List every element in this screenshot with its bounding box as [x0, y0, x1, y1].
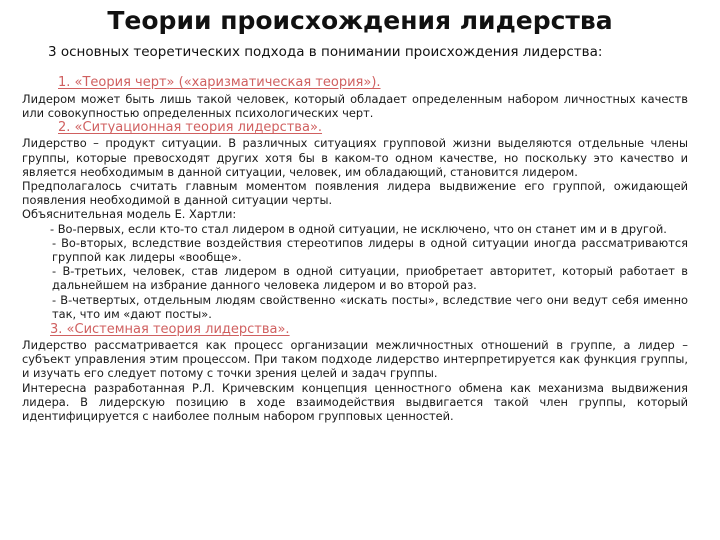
hartley-point-third: - В-третьих, человек, став лидером в одной ситуации, приобретает авторитет, который работает в дальнейшем на избрание данного человека лидером и во второй раз. — [52, 264, 688, 293]
hartley-point-fourth: - В-четвертых, отдельным людям свойственно «искать посты», вследствие чего они ведут себя именно так, что им «дают посты». — [52, 292, 688, 321]
slide-content — [22, 75, 688, 423]
system-theory-paragraph: Лидерство рассматривается как процесс организации межличностных отношений в группе, а лидер – субъект управления этим процессом. При таком подходе лидерство интерпретируется как функция группы, и изучать его следует потому с точки зрения целей и задач группы. — [22, 338, 688, 381]
section-heading-system-theory: 3. «Системная теория лидерства». — [50, 322, 290, 338]
section-heading-trait-theory: 1. «Теория черт» («харизматическая теория»). — [58, 75, 381, 90]
situational-theory-paragraph: Лидерство – продукт ситуации. В различных ситуациях групповой жизни выделяются отдельные члены группы, которые превосходят других хотя бы в каком-то одном качестве, но поскольку это качество и является необходимым в данной ситуации, человек, им обладающий, становится лидером. — [22, 136, 688, 179]
leader-nomination-paragraph: Предполагалось считать главным моментом появления лидера выдвижение его группой, ожидающей появления необходимой в данной ситуации черты. — [22, 179, 688, 208]
slide-title: Теории происхождения лидерства — [107, 6, 613, 35]
value-exchange-paragraph: Интересна разработанная Р.Л. Кричевским концепция ценностного обмена как механизма выдвижения лидера. В лидерскую позицию в ходе взаимодействия выдвигается такой член группы, который идентифицируется с наиболее полным набором групповых ценностей. — [22, 380, 688, 424]
section-heading-situational-theory: 2. «Ситуационная теория лидерства». — [58, 120, 323, 136]
hartley-model-label: Объяснительная модель Е. Хартли: — [22, 207, 237, 222]
trait-theory-paragraph: Лидером может быть лишь такой человек, который обладает определенным набором личностных качеств или совокупностью определенных психологических черт. — [22, 92, 688, 121]
hartley-point-second: - Во-вторых, вследствие воздействия стереотипов лидеры в одной ситуации иногда рассматриваются группой как лидеры «вообще». — [52, 235, 688, 265]
slide-subtitle: 3 основных теоретических подхода в понимании происхождения лидерства: — [48, 44, 603, 60]
hartley-point-first: - Во-первых, если кто-то стал лидером в одной ситуации, не исключено, что он станет им и в другой. — [50, 221, 667, 236]
